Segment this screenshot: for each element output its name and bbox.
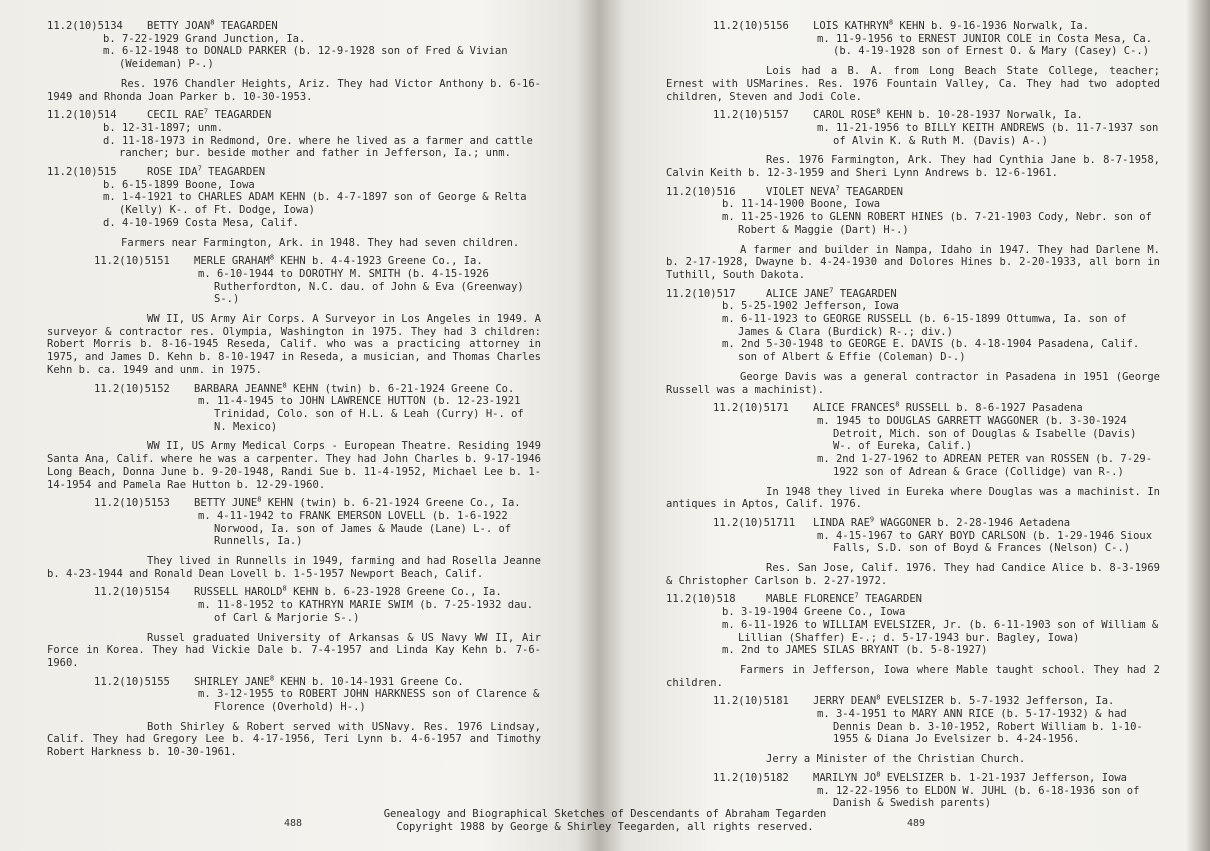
book-footer: [300, 808, 910, 834]
generation-number: 7: [829, 286, 834, 295]
entry-id: 11.2(10)518: [666, 593, 736, 606]
entry-id: 11.2(10)5155: [94, 675, 170, 688]
genealogy-entry: [666, 695, 1160, 766]
genealogy-entry: [666, 288, 1160, 397]
person-name: JERRY DEAN: [813, 695, 877, 708]
generation-number: 7: [854, 591, 859, 600]
vital-record-line: m. 4-15-1967 to GARY BOYD CARLSON (b. 1-29-1946 Sioux Falls, S.D. son of Boyd & Frances (Nelson) C-.): [817, 529, 1153, 555]
biographical-note: They lived in Runnells in 1949, farming and had Rosella Jeanne b. 4-23-1944 and Ronald Dean Lovell b. 1-5-1957 Newport Beach, Calif.: [47, 555, 541, 580]
generation-number: 8: [269, 674, 275, 683]
right-page-number: 489: [907, 818, 926, 829]
vital-record-line: m. 2nd to JAMES SILAS BRYANT (b. 5-8-1927): [722, 644, 988, 657]
entry-heading: [666, 288, 1160, 301]
surname-details: EVELSIZER b. 5-7-1932 Jefferson, Ia.: [886, 695, 1115, 708]
vital-record-line: m. 1945 to DOUGLAS GARRETT WAGGONER (b. 3-30-1924 Detroit, Mich. son of Douglas & Isabelle (Davis) W-. of Eureka, Calif.): [817, 414, 1137, 453]
person-name: ALICE FRANCES: [813, 402, 896, 415]
person-name: LOIS KATHRYN: [813, 20, 889, 32]
surname-details: TEAGARDEN: [214, 109, 272, 122]
person-name: LINDA RAE: [813, 516, 870, 529]
genealogy-entry: [47, 586, 541, 669]
vital-record-line: b. 5-25-1902 Jefferson, Iowa: [722, 300, 900, 313]
entry-heading: [47, 109, 541, 122]
person-name: ROSE IDA: [147, 166, 198, 179]
vital-record-line: b. 12-31-1897; unm.: [103, 121, 224, 134]
entry-id: 11.2(10)514: [47, 109, 117, 122]
surname-details: KEHN (twin) b. 6-21-1924 Greene Co., Ia.: [267, 497, 521, 510]
person-name: VIOLET NEVA: [766, 185, 836, 198]
surname-details: TEAGARDEN: [865, 593, 922, 606]
generation-number: 7: [835, 184, 840, 193]
vital-record-line: m. 11-4-1945 to JOHN LAWRENCE HUTTON (b. 12-23-1921 Trinidad, Colo. son of H.L. & Leah (Curry) H-. of N. Mexico): [198, 395, 524, 433]
vital-record-line: m. 6-10-1944 to DOROTHY M. SMITH (b. 4-15-1926 Rutherfordton, N.C. dau. of John & Eva (Greenway) S-.): [198, 267, 524, 306]
entry-id: 11.2(10)5182: [713, 771, 789, 784]
vital-record-line: m. 6-11-1923 to GEORGE RUSSELL (b. 6-15-1899 Ottumwa, Ia. son of James & Clara (Burdick) R-.; div.): [722, 313, 1127, 338]
entry-id: 11.2(10)515: [47, 166, 117, 179]
genealogy-entry: [666, 772, 1160, 810]
generation-number: 8: [876, 770, 881, 779]
vital-record-line: m. 11-25-1926 to GLENN ROBERT HINES (b. 7-21-1903 Cody, Nebr. son of Robert & Maggie (Dart) H-.): [722, 211, 1152, 236]
vital-record-line: m. 3-12-1955 to ROBERT JOHN HARKNESS son of Clarence & Florence (Overhold) H-.): [198, 688, 540, 714]
biographical-note: Both Shirley & Robert served with USNavy. Res. 1976 Lindsay, Calif. They had Gregory Lee b. 4-17-1956, Teri Lynn b. 4-6-1957 and Timothy Robert Harkness b. 10-30-1961.: [47, 720, 541, 759]
biographical-note: Farmers in Jefferson, Iowa where Mable taught school. They had 2 children.: [666, 663, 1160, 689]
generation-number: 8: [269, 253, 275, 262]
vital-record-line: b. 6-15-1899 Boone, Iowa: [103, 178, 255, 191]
biographical-note: Farmers near Farmington, Ark. in 1948. They had seven children.: [121, 236, 520, 249]
biographical-note: Jerry a Minister of the Christian Church.: [766, 753, 1026, 766]
genealogy-entry: [47, 255, 541, 376]
surname-details: KEHN b. 10-14-1931 Greene Co.: [280, 675, 464, 688]
entry-id: 11.2(10)5171: [713, 402, 789, 415]
biographical-note: WW II, US Army Medical Corps - European Theatre. Residing 1949 Santa Ana, Calif. where he was a carpenter. They had John Charles b. 9-17-1946 Long Beach, Donna June b. 9-20-1948, Randi Sue b. 11-4-1952, Michael Lee b. 1-14-1954 and Pamela Rae Hutton b. 12-29-1960.: [47, 440, 541, 491]
vital-record-line: d. 11-18-1973 in Redmond, Ore. where he lived as a farmer and cattle rancher; bur. beside mother and father in Jefferson, Ia.; unm.: [103, 134, 533, 160]
genealogy-entry: [47, 109, 541, 160]
vital-record-line: m. 11-8-1952 to KATHRYN MARIE SWIM (b. 7-25-1932 dau. of Carl & Marjorie S-.): [198, 599, 534, 624]
vital-record-line: b. 7-22-1929 Grand Junction, Ia.: [103, 32, 306, 45]
footer-title: Genealogy and Biographical Sketches of Descendants of Abraham Tegarden: [383, 808, 827, 820]
person-name: CAROL ROSE: [813, 109, 877, 122]
entry-id: 11.2(10)5153: [94, 497, 170, 510]
footer-copyright: Copyright 1988 by George & Shirley Teegarden, all rights reserved.: [396, 821, 814, 833]
vital-record-line: m. 6-11-1926 to WILLIAM EVELSIZER, Jr. (b. 6-11-1903 son of William & Lillian (Shaffer) E-.; d. 5-17-1943 bur. Bagley, Iowa): [722, 618, 1159, 644]
genealogy-entry: [666, 109, 1160, 180]
biographical-note: George Davis was a general contractor in Pasadena in 1951 (George Russell was a machinist).: [666, 370, 1160, 396]
vital-record-line: m. 11-21-1956 to BILLY KEITH ANDREWS (b. 11-7-1937 son of Alvin K. & Ruth M. (Davis) A-.): [817, 121, 1159, 147]
biographical-note: Russel graduated University of Arkansas & US Navy WW II, Air Force in Korea. They had Vickie Dale b. 7-4-1957 and Linda Kay Kehn b. 7-6-1960.: [47, 631, 541, 669]
generation-number: 8: [210, 18, 215, 27]
vital-record-line: b. 11-14-1900 Boone, Iowa: [722, 198, 881, 211]
vital-record-line: d. 4-10-1969 Costa Mesa, Calif.: [103, 216, 299, 229]
generation-number: 7: [203, 107, 209, 116]
left-page-column: [47, 20, 541, 759]
person-name: MARILYN JO: [813, 771, 877, 784]
person-name: MERLE GRAHAM: [194, 255, 270, 268]
person-name: BETTY JUNE: [194, 497, 258, 510]
genealogy-entry: [666, 20, 1160, 103]
genealogy-entry: [666, 186, 1160, 282]
surname-details: KEHN b. 4-4-1923 Greene Co., Ia.: [280, 255, 483, 268]
vital-record-line: m. 1-4-1921 to CHARLES ADAM KEHN (b. 4-7-1897 son of George & Relta (Kelly) K-. of Ft. Dodge, Iowa): [103, 191, 527, 217]
person-name: CECIL RAE: [147, 109, 204, 122]
entry-heading: [47, 166, 541, 179]
entry-id: 11.2(10)5156: [713, 20, 789, 32]
generation-number: 8: [876, 107, 881, 116]
person-name: RUSSELL HAROLD: [194, 586, 283, 599]
vital-record-line: m. 12-22-1956 to ELDON W. JUHL (b. 6-18-1936 son of Danish & Swedish parents): [817, 784, 1140, 810]
genealogy-entry: [666, 402, 1160, 511]
vital-record-line: m. 3-4-1951 to MARY ANN RICE (b. 5-17-1932) & had Dennis Dean b. 3-10-1952, Robert William b. 1-10-1955 & Diana Jo Evelsizer b. 4-24-1956.: [817, 708, 1143, 746]
biographical-note: In 1948 they lived in Eureka where Douglas was a machinist. In antiques in Aptos, Calif. 1976.: [666, 485, 1160, 511]
entry-id: 11.2(10)516: [666, 185, 736, 198]
entry-id: 11.2(10)5151: [94, 255, 170, 268]
vital-record-line: m. 2nd 1-27-1962 to ADREAN PETER van ROSSEN (b. 7-29-1922 son of Adrean & Grace (Collidge) van R-.): [817, 453, 1153, 478]
genealogy-entry: [47, 676, 541, 759]
entry-heading: [666, 593, 1160, 606]
surname-details: KEHN b. 10-28-1937 Norwalk, Ia.: [886, 109, 1083, 122]
surname-details: EVELSIZER b. 1-21-1937 Jefferson, Iowa: [886, 771, 1127, 784]
generation-number: 8: [895, 400, 900, 409]
entry-id: 11.2(10)5157: [713, 109, 789, 122]
generation-number: 8: [282, 381, 287, 390]
biographical-note: Lois had a B. A. from Long Beach State College, teacher; Ernest with USMarines. Res. 1976 Fountain Valley, Ca. They had two adopted children, Steven and Jodi Cole.: [666, 65, 1160, 103]
biographical-note: WW II, US Army Air Corps. A Surveyor in Los Angeles in 1949. A surveyor & contractor res. Olympia, Washington in 1975. They had 3 children: Robert Morris b. 8-16-1945 Reseda, Calif. who was a practicing attorney in 1975, and James D. Kehn b. 8-10-1947 in Reseda, a musician, and Thomas Charles Kehn b. ca. 1949 and unm. in 1975.: [47, 313, 541, 376]
person-name: MABLE FLORENCE: [766, 593, 855, 606]
vital-record-line: m. 2nd 5-30-1948 to GEORGE E. DAVIS (b. 4-18-1904 Pasadena, Calif. son of Albert & Effie (Coleman) D-.): [722, 338, 1140, 364]
surname-details: TEAGARDEN: [208, 166, 266, 179]
generation-number: 8: [282, 584, 287, 593]
entry-id: 11.2(10)5181: [713, 695, 789, 708]
surname-details: RUSSELL b. 8-6-1927 Pasadena: [905, 402, 1083, 415]
left-page-number: 488: [284, 818, 303, 829]
surname-details: KEHN b. 9-16-1936 Norwalk, Ia.: [899, 20, 1090, 32]
surname-details: TEAGARDEN: [220, 20, 278, 32]
genealogy-entry: [47, 166, 541, 249]
surname-details: TEAGARDEN: [846, 185, 903, 198]
genealogy-entry: [47, 383, 541, 492]
biographical-note: Res. San Jose, Calif. 1976. They had Candice Alice b. 8-3-1969 & Christopher Carlson b. 2-27-1972.: [666, 562, 1160, 587]
genealogy-entry: [47, 20, 541, 103]
vital-record-line: m. 11-9-1956 to ERNEST JUNIOR COLE in Costa Mesa, Ca. (b. 4-19-1928 son of Ernest O. & Mary (Casey) C-.): [817, 32, 1153, 58]
surname-details: WAGGONER b. 2-28-1946 Aetadena: [880, 516, 1071, 529]
genealogy-entry: [47, 497, 541, 580]
surname-details: KEHN (twin) b. 6-21-1924 Greene Co.: [293, 382, 515, 395]
vital-record-line: m. 4-11-1942 to FRANK EMERSON LOVELL (b. 1-6-1922 Norwood, Ia. son of James & Maude (Lane) L-. of Runnells, Ia.): [198, 509, 512, 548]
person-name: BETTY JOAN: [147, 20, 211, 32]
generation-number: 8: [257, 495, 262, 504]
biographical-note: Res. 1976 Farmington, Ark. They had Cynthia Jane b. 8-7-1958, Calvin Keith b. 12-3-1959 and Sheri Lynn Andrews b. 12-6-1961.: [666, 154, 1160, 180]
generation-number: 7: [197, 164, 202, 173]
generation-number: 8: [888, 18, 894, 27]
right-page-column: [666, 20, 1160, 810]
entry-id: 11.2(10)5152: [94, 382, 170, 395]
vital-record-line: b. 3-19-1904 Greene Co., Iowa: [722, 606, 906, 619]
generation-number: 8: [876, 693, 881, 702]
person-name: SHIRLEY JANE: [194, 675, 270, 688]
entry-id: 11.2(10)51711: [713, 516, 796, 529]
generation-number: 9: [869, 515, 875, 524]
left-page: [0, 0, 600, 851]
entry-heading: [666, 186, 1160, 199]
genealogy-entry: [666, 593, 1160, 689]
biographical-note: Res. 1976 Chandler Heights, Ariz. They had Victor Anthony b. 6-16-1949 and Rhonda Joan Parker b. 10-30-1953.: [47, 77, 541, 103]
entry-id: 11.2(10)5154: [94, 586, 170, 599]
entry-id: 11.2(10)5134: [47, 20, 123, 32]
right-page: [600, 0, 1210, 851]
vital-record-line: m. 6-12-1948 to DONALD PARKER (b. 12-9-1928 son of Fred & Vivian (Weideman) P-.): [103, 45, 508, 71]
person-name: ALICE JANE: [766, 287, 830, 300]
person-name: BARBARA JEANNE: [194, 382, 283, 395]
biographical-note: A farmer and builder in Nampa, Idaho in 1947. They had Darlene M. b. 2-17-1928, Dwayne b. 4-24-1930 and Dolores Hines b. 2-20-1933, all born in Tuthill, South Dakota.: [666, 243, 1160, 281]
genealogy-entry: [666, 517, 1160, 588]
surname-details: KEHN b. 6-23-1928 Greene Co., Ia.: [293, 586, 502, 599]
surname-details: TEAGARDEN: [839, 287, 897, 300]
entry-id: 11.2(10)517: [666, 287, 736, 300]
